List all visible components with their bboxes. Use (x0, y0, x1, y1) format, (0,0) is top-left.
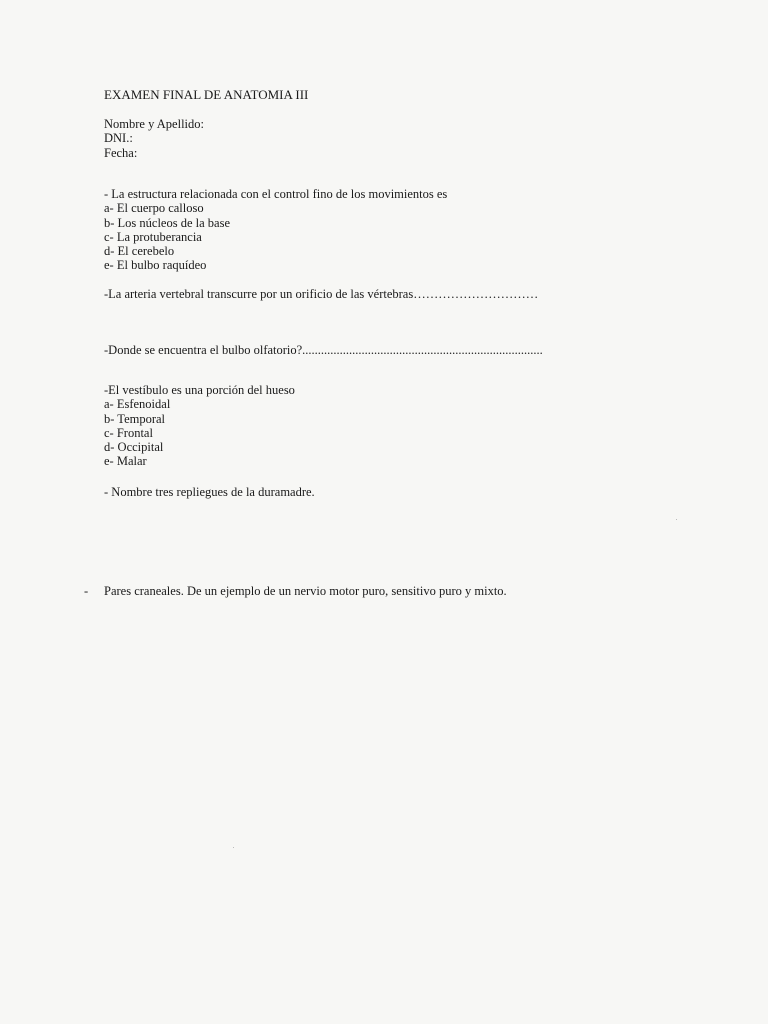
student-info-fields (104, 117, 204, 160)
question-6 (84, 584, 507, 598)
question-1-option-b: b- Los núcleos de la base (104, 215, 231, 230)
exam-title (104, 88, 308, 102)
date-field-label: Fecha: (104, 145, 138, 160)
question-4-prompt: -El vestíbulo es una porción del hueso (104, 383, 295, 397)
question-4 (104, 383, 295, 469)
question-2-prompt: -La arteria vertebral transcurre por un orificio de las vértebras………………………… (104, 287, 539, 301)
scan-speck (676, 519, 677, 520)
exam-title-text: EXAMEN FINAL DE ANATOMIA III (104, 87, 309, 102)
question-1 (104, 187, 447, 273)
question-4-option-d: d- Occipital (104, 440, 164, 455)
name-field-label: Nombre y Apellido: (104, 117, 204, 131)
question-1-option-a: a- El cuerpo calloso (104, 201, 204, 216)
question-4-option-e: e- Malar (104, 454, 147, 469)
question-4-option-a: a- Esfenoidal (104, 397, 171, 412)
question-6-bullet: - (84, 584, 89, 598)
question-6-prompt: Pares craneales. De un ejemplo de un nervio motor puro, sensitivo puro y mixto. (104, 584, 507, 598)
dni-field-label: DNI.: (104, 131, 133, 146)
question-1-prompt: - La estructura relacionada con el control fino de los movimientos es (104, 187, 448, 201)
question-1-option-c: c- La protuberancia (104, 229, 202, 244)
question-4-option-c: c- Frontal (104, 425, 153, 440)
question-5 (104, 485, 315, 499)
question-1-option-d: d- El cerebelo (104, 244, 175, 259)
question-2 (104, 287, 538, 301)
question-3-prompt: -Donde se encuentra el bulbo olfatorio?............................................................................. (104, 343, 543, 357)
scan-speck (233, 847, 234, 848)
question-3 (104, 343, 543, 357)
question-5-prompt: - Nombre tres repliegues de la duramadre. (104, 485, 315, 499)
question-1-option-e: e- El bulbo raquídeo (104, 258, 207, 273)
question-4-option-b: b- Temporal (104, 411, 166, 426)
